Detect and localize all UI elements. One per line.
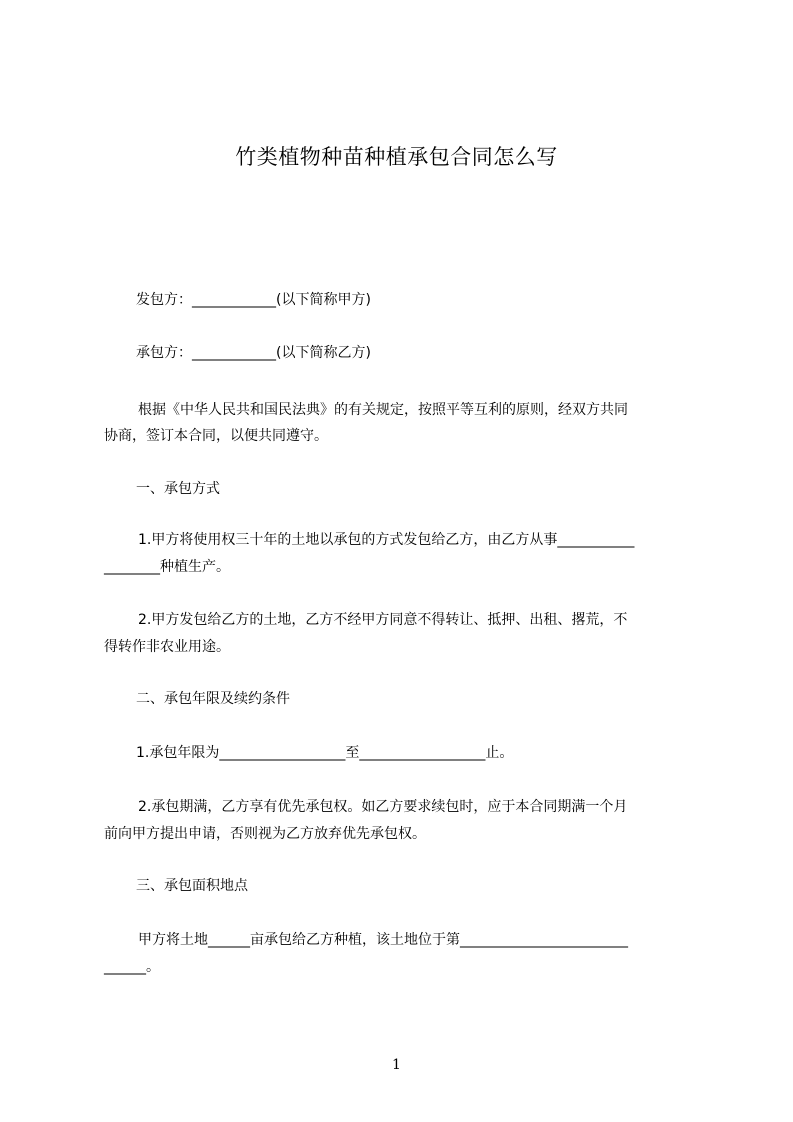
intro-paragraph-line-1: 根据《中华人民共和国民法典》的有关规定，按照平等互利的原则，经双方共同 — [138, 402, 628, 418]
document-title: 竹类植物种苗种植承包合同怎么写 — [235, 145, 558, 169]
section-1-item-1-line-1: 1.甲方将使用权三十年的土地以承包的方式发包给乙方，由乙方从事___________ — [138, 532, 635, 548]
section-1-item-2-line-2: 得转作非农业用途。 — [104, 639, 230, 655]
section-1-heading: 一、承包方式 — [136, 481, 220, 497]
section-3-heading: 三、承包面积地点 — [136, 878, 248, 894]
page-number: 1 — [392, 1057, 401, 1073]
section-3-line-1: 甲方将土地______亩承包给乙方种植，该土地位于第________________________ — [138, 932, 628, 948]
section-2-item-2-line-1: 2.承包期满，乙方享有优先承包权。如乙方要求续包时，应于本合同期满一个月 — [138, 799, 628, 815]
section-3-line-2: ______。 — [104, 959, 160, 975]
party-b-line: 承包方：____________(以下简称乙方) — [136, 345, 371, 361]
section-1-item-2-line-1: 2.甲方发包给乙方的土地，乙方不经甲方同意不得转让、抵押、出租、撂荒，不 — [138, 612, 628, 628]
section-1-item-1-line-2: ________种植生产。 — [104, 559, 230, 575]
party-a-line: 发包方：____________(以下简称甲方) — [136, 292, 371, 308]
section-2-heading: 二、承包年限及续约条件 — [136, 691, 290, 707]
section-2-item-1: 1.承包年限为__________________至__________________止。 — [136, 745, 514, 761]
section-2-item-2-line-2: 前向甲方提出申请，否则视为乙方放弃优先承包权。 — [104, 826, 426, 842]
intro-paragraph-line-2: 协商，签订本合同，以便共同遵守。 — [104, 428, 328, 444]
